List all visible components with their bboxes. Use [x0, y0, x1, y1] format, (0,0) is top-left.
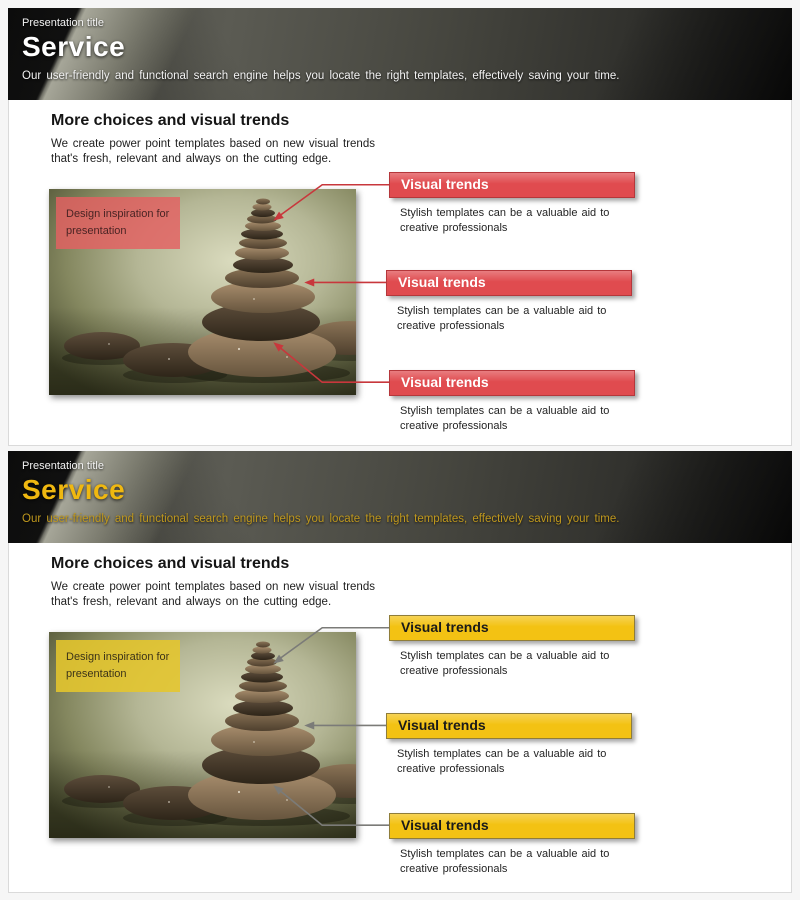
callout-title: Visual trends: [401, 176, 489, 192]
presentation-eyebrow: Presentation title: [22, 17, 104, 29]
callout-title: Visual trends: [401, 374, 489, 390]
body-paragraph: We create power point templates based on new visual trends that's fresh, relevant and always on the cutting edge.: [51, 138, 375, 166]
slide-body: [8, 543, 792, 893]
callout-description-3: Stylish templates can be a valuable aid to creative professionals: [400, 405, 610, 432]
callout-description-1: Stylish templates can be a valuable aid to creative professionals: [400, 650, 610, 677]
body-heading: More choices and visual trends: [51, 555, 290, 572]
callout-bar-1: [389, 172, 635, 198]
zen-stones-photo: [49, 189, 356, 395]
callout-description-3: Stylish templates can be a valuable aid to creative professionals: [400, 848, 610, 875]
callout-bar-2: [386, 270, 632, 296]
callout-description-1: Stylish templates can be a valuable aid to creative professionals: [400, 207, 610, 234]
slide-subtitle: Our user-friendly and functional search engine helps you locate the right templates, effectively saving your time.: [22, 70, 620, 82]
photo-caption-overlay: Design inspiration for presentation: [56, 197, 180, 249]
slide-title: Service: [22, 474, 126, 505]
slide-header: [8, 451, 792, 543]
callout-title: Visual trends: [398, 274, 486, 290]
slide-title: Service: [22, 31, 126, 62]
callout-title: Visual trends: [398, 717, 486, 733]
slide-preview-yellow[interactable]: [8, 451, 792, 893]
body-heading: More choices and visual trends: [51, 112, 290, 129]
zen-stones-photo: [49, 632, 356, 838]
callout-description-2: Stylish templates can be a valuable aid to creative professionals: [397, 305, 607, 332]
slide-header: [8, 8, 792, 100]
callout-bar-1: [389, 615, 635, 641]
callout-title: Visual trends: [401, 817, 489, 833]
photo-caption-overlay: Design inspiration for presentation: [56, 640, 180, 692]
slide-preview-red[interactable]: [8, 8, 792, 446]
slide-body: [8, 100, 792, 446]
slide-subtitle: Our user-friendly and functional search engine helps you locate the right templates, effectively saving your time.: [22, 513, 620, 525]
callout-bar-3: [389, 813, 635, 839]
callout-bar-3: [389, 370, 635, 396]
body-paragraph: We create power point templates based on new visual trends that's fresh, relevant and always on the cutting edge.: [51, 581, 375, 609]
callout-bar-2: [386, 713, 632, 739]
presentation-eyebrow: Presentation title: [22, 460, 104, 472]
callout-description-2: Stylish templates can be a valuable aid to creative professionals: [397, 748, 607, 775]
callout-title: Visual trends: [401, 619, 489, 635]
